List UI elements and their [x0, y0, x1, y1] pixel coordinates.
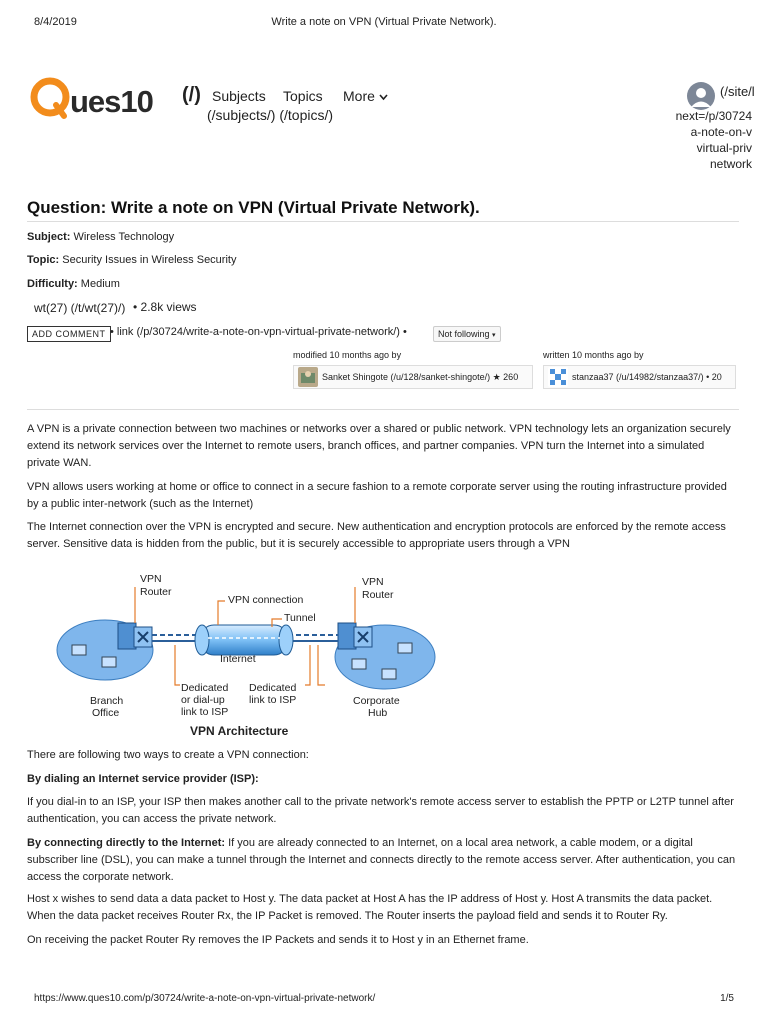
dedicated2-label-1: Dedicated	[249, 682, 297, 694]
heading-isp	[27, 771, 739, 788]
internet-label: Internet	[220, 653, 256, 665]
paragraph-2: VPN allows users working at home or office to connect in a secure fashion to a remote corporate server using the routing infrastructure provided by a public inter-network (such as the Internet)	[27, 481, 727, 510]
footer-page-number: 1/5	[720, 993, 734, 1004]
chevron-down-icon	[379, 94, 388, 101]
topic-row	[27, 254, 236, 266]
difficulty-value: Medium	[80, 278, 120, 290]
branch-label-1: Branch	[90, 695, 124, 707]
paragraph-6-text: If you are already connected to an Internet, on a local area network, a cable modem, or a digital subscriber line (DSL), you can make a tunnel through the Internet and connects directly to the remote access server. After authentication, you can access the corporate network.	[27, 837, 736, 883]
paragraph-4: There are following two ways to create a VPN connection:	[27, 749, 309, 761]
written-user-card[interactable]	[543, 365, 736, 389]
router-left-icon	[118, 623, 152, 649]
router-right-label-1: VPN	[362, 576, 384, 588]
branch-label-2: Office	[92, 707, 120, 719]
user-avatar-icon[interactable]	[687, 82, 715, 110]
difficulty-row	[27, 278, 120, 290]
nav-topics[interactable]: Topics	[283, 88, 323, 104]
written-user: stanzaa37 (/u/14982/stanzaa37/) • 20	[572, 372, 722, 382]
svg-text:ues10: ues10	[70, 84, 153, 119]
login-next-link[interactable]	[676, 108, 752, 172]
difficulty-label: Difficulty:	[27, 278, 78, 290]
question-title: Question: Write a note on VPN (Virtual Private Network).	[27, 198, 480, 217]
vpn-architecture-diagram	[50, 565, 450, 743]
follow-select[interactable]	[433, 326, 501, 342]
permalink[interactable]: • link (/p/30724/write-a-note-on-vpn-virtual-private-network/) •	[110, 326, 407, 338]
router-right-icon	[338, 623, 372, 649]
next-line-4: network	[709, 157, 752, 171]
ques10-logo[interactable]	[30, 74, 178, 120]
footer-url: https://www.ques10.com/p/30724/write-a-note-on-vpn-virtual-private-network/	[34, 993, 376, 1004]
internet-tunnel	[195, 625, 293, 655]
print-date: 8/4/2019	[34, 16, 77, 28]
follow-select-label: Not following	[438, 329, 490, 339]
paragraph-6	[27, 835, 739, 886]
paragraph-7: Host x wishes to send data a data packet to Host y. The data packet at Host A has the IP address of Host y. Host A transmits the data packet. When the data packet receives Router Rx, the IP Packet is removed. The Router inserts the payload field and sends it to Router Ry.	[27, 893, 713, 922]
router-right-label-2: Router	[362, 589, 394, 601]
paragraph-8: On receiving the packet Router Ry removes the IP Packets and sends it to Host y in an Ethernet frame.	[27, 934, 529, 946]
next-line-3: virtual-priv	[696, 141, 752, 155]
dedicated1-label-3: link to ISP	[181, 706, 229, 718]
paragraph-3: The Internet connection over the VPN is encrypted and secure. New authentication and encryption protocols are enforced by the remote access server. Sensitive data is hidden from the public, but it is securely accessible to appropriate users through a VPN	[27, 521, 726, 550]
heading-isp-text: By dialing an Internet service provider (ISP):	[27, 773, 259, 785]
print-title: Write a note on VPN (Virtual Private Network).	[271, 16, 497, 28]
diagram-caption: VPN Architecture	[190, 724, 289, 738]
view-count: • 2.8k views	[133, 300, 197, 314]
modified-user-card[interactable]	[293, 365, 533, 389]
corporate-label-2: Hub	[368, 707, 388, 719]
modified-user: Sanket Shingote (/u/128/sanket-shingote/) ★ 260	[322, 371, 519, 382]
caret-down-icon: ▾	[492, 332, 496, 339]
tag-link[interactable]: wt(27) (/t/wt(27)/)	[34, 301, 126, 315]
subject-link[interactable]: Wireless Technology	[73, 231, 175, 243]
corporate-label-1: Corporate	[353, 695, 400, 707]
identicon-icon	[548, 367, 568, 387]
dedicated1-label-2: or dial-up	[181, 694, 225, 706]
subject-label: Subject:	[27, 231, 71, 243]
home-link[interactable]: (/)	[182, 84, 201, 106]
dedicated2-label-2: link to ISP	[249, 694, 297, 706]
nav-more-label: More	[343, 88, 375, 104]
tunnel-label: Tunnel	[284, 612, 316, 624]
nav-more[interactable]	[343, 88, 388, 104]
nav-links-text[interactable]: (/subjects/) (/topics/)	[207, 107, 334, 123]
subject-row	[27, 231, 174, 243]
modified-label: modified 10 months ago by	[293, 350, 402, 360]
title-divider	[27, 221, 739, 222]
paragraph-1: A VPN is a private connection between two machines or networks over a shared or public network. VPN technology lets an organization securely extend its network services over the Internet to remote users, branch offices, and partner companies. VPN turn the Internet into a simulated private WAN.	[27, 423, 731, 469]
login-link[interactable]: (/site/l	[720, 84, 755, 99]
user-photo-icon	[298, 367, 318, 387]
next-line-1: next=/p/30724	[675, 109, 752, 123]
nav-subjects[interactable]: Subjects	[212, 88, 266, 104]
meta-divider	[27, 409, 739, 410]
heading-direct: By connecting directly to the Internet:	[27, 837, 226, 849]
router-left-label-1: VPN	[140, 573, 162, 585]
paragraph-5: If you dial-in to an ISP, your ISP then makes another call to the private network's remote access server to establish the PPTP or L2TP tunnel after authentication, you can access the private network.	[27, 796, 734, 825]
router-left-label-2: Router	[140, 586, 172, 598]
written-label: written 10 months ago by	[543, 350, 644, 360]
add-comment-button[interactable]: ADD COMMENT	[27, 326, 111, 342]
vpn-connection-label: VPN connection	[228, 594, 304, 606]
topic-label: Topic:	[27, 254, 60, 266]
topic-link[interactable]: Security Issues in Wireless Security	[62, 254, 237, 266]
next-line-2: a-note-on-v	[690, 125, 752, 139]
dedicated1-label-1: Dedicated	[181, 682, 229, 694]
